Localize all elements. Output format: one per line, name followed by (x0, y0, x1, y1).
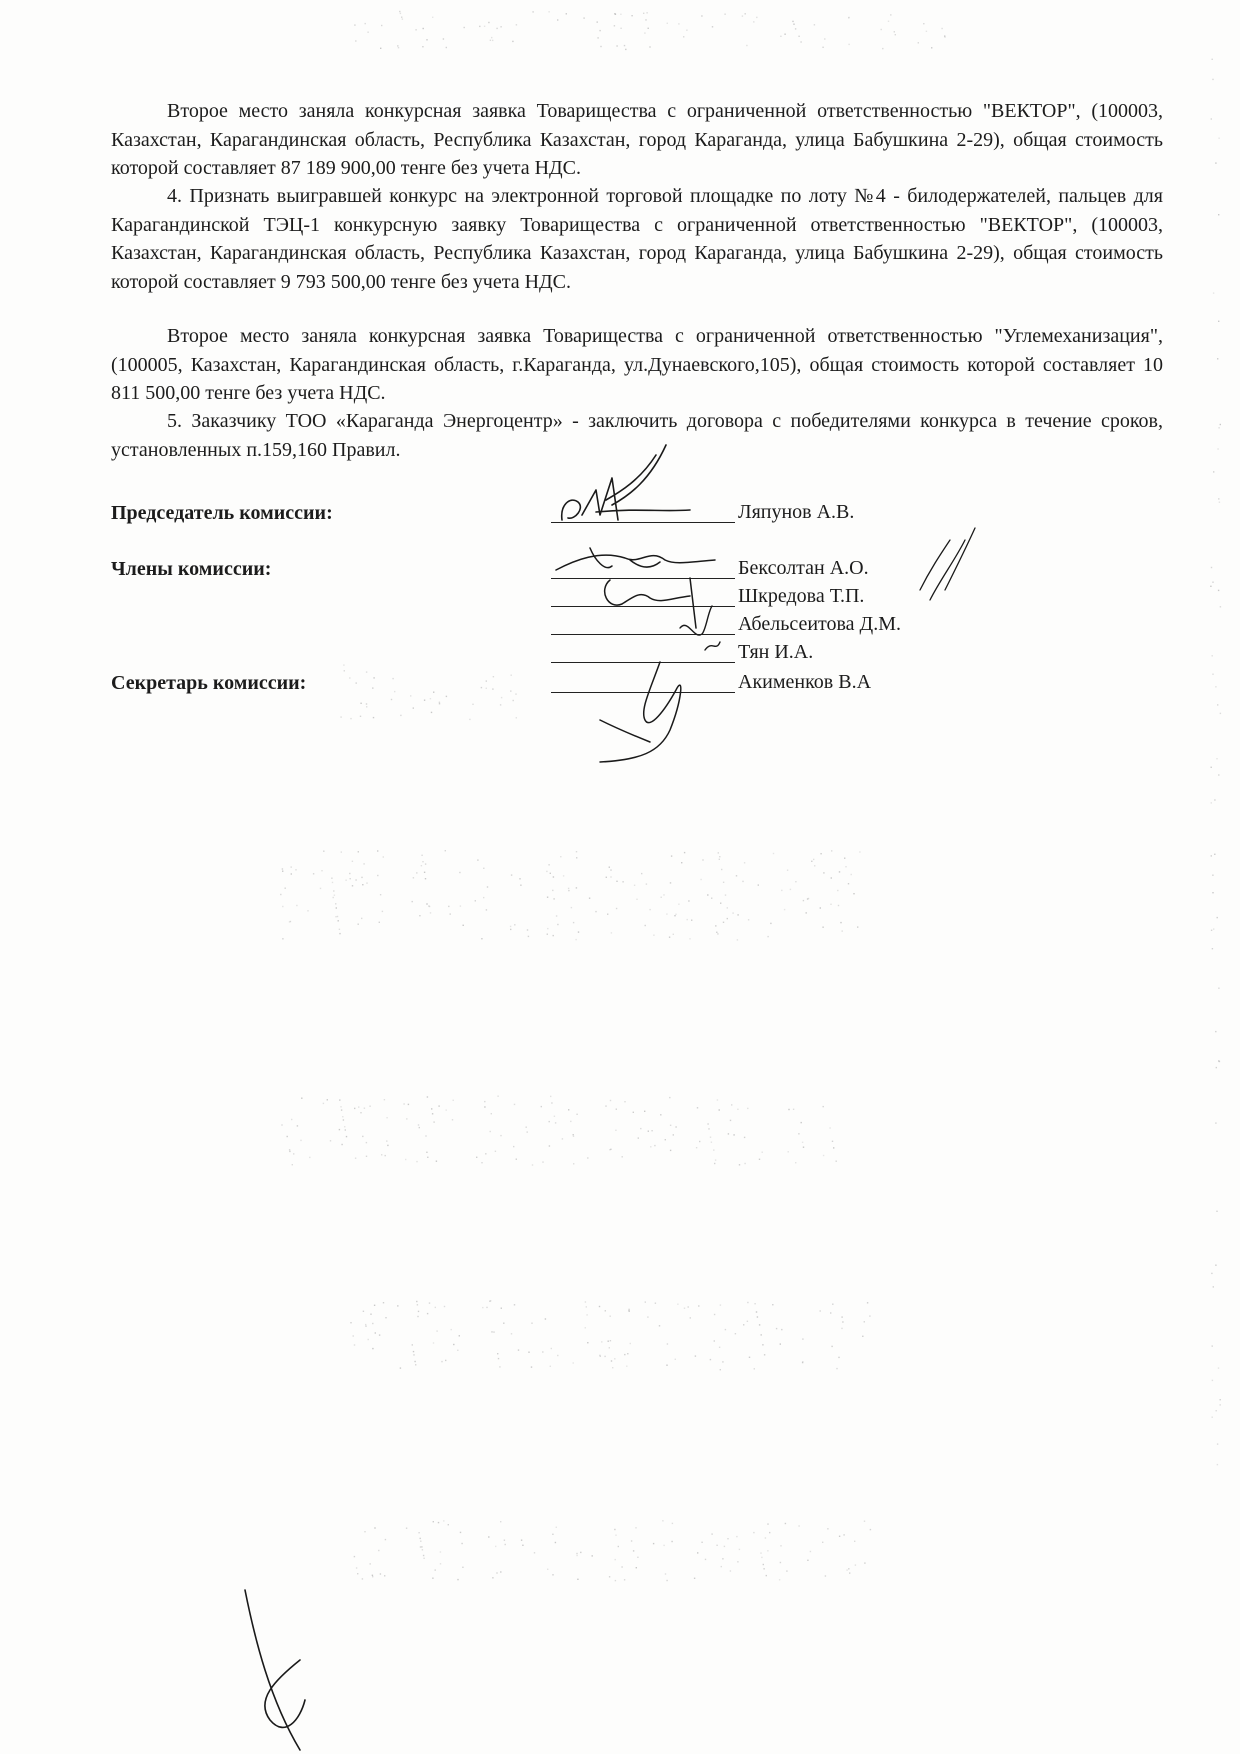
margin-signature (920, 528, 975, 600)
member-signature-line (551, 634, 735, 635)
paragraph-item-5: 5. Заказчику ТОО «Караганда Энергоцентр» - заключить договора с победителями конкурса в течение сроков, установленных п.159,160 Правил. (111, 410, 1163, 461)
secretary-label: Секретарь комиссии: (111, 672, 307, 694)
member-signature (556, 548, 715, 570)
member-name: Тян И.А. (738, 641, 814, 663)
corner-mark (245, 1590, 305, 1750)
secretary-signature (600, 662, 681, 762)
chair-name: Ляпунов А.В. (738, 501, 855, 523)
member-signature (605, 578, 696, 628)
member-signature-line (551, 606, 735, 607)
chair-signature-line (551, 522, 735, 523)
paragraph-second-place-lot3: Второе место заняла конкурсная заявка Товарищества с ограниченной ответственностью "ВЕКТОР", (100003, Казахстан, Карагандинская область, Республика Казахстан, город Караганда, улица Бабушкина 2-29), общая стоимость которой составляет 87 189 900,00 тенге без учета НДС. (111, 100, 1163, 179)
member-signature-line (551, 662, 735, 663)
members-label: Члены комиссии: (111, 558, 272, 580)
chair-label: Председатель комиссии: (111, 502, 333, 524)
member-name: Абельсеитова Д.М. (738, 613, 901, 635)
member-name: Бексолтан А.О. (738, 557, 869, 579)
paragraph-second-place-lot4: Второе место заняла конкурсная заявка Товарищества с ограниченной ответственностью "Углемеханизация", (100005, Казахстан, Карагандинская область, г.Караганда, ул.Дунаевского,105), общая стоимость которой составляет 10 811 500,00 тенге без учета НДС. (111, 325, 1163, 404)
member-name: Шкредова Т.П. (738, 585, 865, 607)
member-signature (680, 606, 720, 650)
member-signature-line (551, 578, 735, 579)
secretary-name: Акименков В.А (738, 671, 872, 693)
paragraph-item-4: 4. Признать выигравшей конкурс на электронной торговой площадке по лоту №4 - билодержателей, пальцев для Карагандинской ТЭЦ-1 конкурсную заявку Товарищества с ограниченной ответственностью "ВЕКТОР", (100003, Казахстан, Карагандинская область, Республика Казахстан, город Караганда, улица Бабушкина 2-29), общая стоимость которой составляет 9 793 500,00 тенге без учета НДС. (111, 185, 1163, 293)
secretary-signature-line (551, 692, 735, 693)
